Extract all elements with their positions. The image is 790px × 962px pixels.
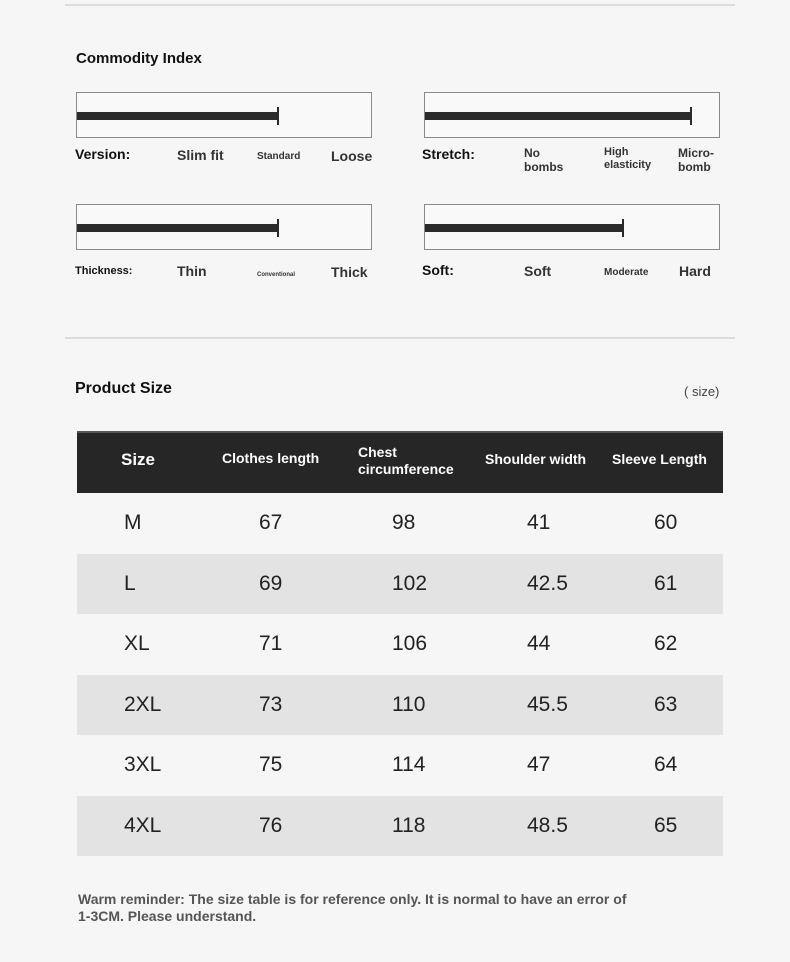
stretch-label: Stretch: bbox=[422, 146, 475, 162]
stretch-option-micro-bomb bbox=[678, 146, 714, 174]
thickness-label: Thickness: bbox=[75, 265, 133, 277]
cell-shoulder-width: 41 bbox=[527, 511, 551, 535]
soft-option-soft: Soft bbox=[524, 263, 552, 279]
header-chest-line1: Chest bbox=[358, 444, 397, 460]
header-shoulder-width: Shoulder width bbox=[485, 451, 587, 467]
cell-clothes-length: 75 bbox=[259, 753, 283, 777]
cell-sleeve-length: 64 bbox=[654, 753, 678, 777]
soft-option-hard: Hard bbox=[679, 263, 711, 279]
thickness-option-thick: Thick bbox=[331, 264, 368, 280]
warm-reminder-line2: 1-3CM. Please understand. bbox=[78, 908, 257, 924]
cell-chest: 118 bbox=[392, 813, 426, 837]
cell-sleeve-length: 63 bbox=[654, 692, 678, 716]
cell-size: XL bbox=[124, 632, 150, 656]
size-table bbox=[77, 431, 723, 856]
cell-shoulder-width: 47 bbox=[527, 753, 551, 777]
cell-clothes-length: 67 bbox=[259, 511, 283, 535]
version-option-standard: Standard bbox=[257, 151, 301, 162]
header-chest-circumference bbox=[358, 444, 454, 478]
header-chest-line2: circumference bbox=[358, 461, 454, 477]
stretch-meter-fill bbox=[425, 112, 691, 120]
header-size: Size bbox=[121, 450, 156, 469]
stretch-meter bbox=[424, 92, 720, 138]
cell-sleeve-length: 60 bbox=[654, 511, 678, 535]
thickness-option-conventional: Conventional bbox=[257, 272, 296, 278]
cell-size: M bbox=[124, 511, 142, 535]
size-unit-label: ( size) bbox=[684, 384, 720, 399]
version-option-slim-fit: Slim fit bbox=[177, 147, 224, 163]
header-clothes-length: Clothes length bbox=[222, 450, 320, 466]
version-option-loose: Loose bbox=[331, 148, 373, 164]
stretch-option-no-bombs-line2: bombs bbox=[524, 160, 564, 174]
soft-label: Soft: bbox=[422, 262, 454, 278]
warm-reminder-line1: Warm reminder: The size table is for reference only. It is normal to have an error of bbox=[78, 891, 627, 907]
cell-sleeve-length: 65 bbox=[654, 813, 678, 837]
stretch-option-no-bombs bbox=[524, 146, 563, 174]
cell-shoulder-width: 42.5 bbox=[527, 571, 568, 595]
stretch-option-micro-bomb-line2: bomb bbox=[678, 160, 711, 174]
cell-chest: 98 bbox=[392, 511, 416, 535]
cell-chest: 114 bbox=[392, 753, 426, 777]
table-row bbox=[77, 554, 723, 615]
cell-clothes-length: 76 bbox=[259, 813, 283, 837]
cell-size: 4XL bbox=[124, 813, 162, 837]
cell-clothes-length: 73 bbox=[259, 692, 283, 716]
stretch-option-micro-bomb-line1: Micro- bbox=[678, 146, 714, 160]
table-row bbox=[77, 796, 723, 857]
table-row bbox=[77, 614, 723, 675]
cell-size: 3XL bbox=[124, 753, 162, 777]
cell-size: L bbox=[124, 571, 136, 595]
version-meter-tick bbox=[277, 107, 279, 125]
cell-clothes-length: 71 bbox=[259, 632, 283, 656]
version-label: Version: bbox=[75, 146, 131, 162]
cell-chest: 110 bbox=[392, 692, 426, 716]
thickness-meter-fill bbox=[77, 224, 278, 232]
commodity-index-title: Commodity Index bbox=[76, 50, 202, 67]
cell-chest: 106 bbox=[392, 632, 428, 656]
soft-meter bbox=[424, 204, 720, 250]
header-sleeve-length: Sleeve Length bbox=[612, 451, 707, 467]
cell-shoulder-width: 44 bbox=[527, 632, 551, 656]
table-row bbox=[77, 735, 723, 796]
soft-meter-tick bbox=[622, 219, 624, 237]
section-divider bbox=[65, 337, 735, 339]
cell-size: 2XL bbox=[124, 692, 162, 716]
top-divider bbox=[65, 4, 735, 6]
version-meter bbox=[76, 92, 372, 138]
cell-sleeve-length: 62 bbox=[654, 632, 678, 656]
cell-clothes-length: 69 bbox=[259, 571, 283, 595]
soft-option-moderate: Moderate bbox=[604, 267, 649, 278]
size-table-header bbox=[77, 431, 723, 493]
version-meter-fill bbox=[77, 112, 278, 120]
stretch-option-no-bombs-line1: No bbox=[524, 146, 540, 160]
soft-meter-fill bbox=[425, 224, 623, 232]
cell-shoulder-width: 45.5 bbox=[527, 692, 568, 716]
stretch-option-high-elasticity bbox=[604, 146, 651, 172]
table-row bbox=[77, 675, 723, 736]
cell-shoulder-width: 48.5 bbox=[527, 813, 568, 837]
table-row bbox=[77, 493, 723, 554]
warm-reminder bbox=[78, 891, 678, 925]
stretch-meter-tick bbox=[690, 107, 692, 125]
cell-sleeve-length: 61 bbox=[654, 571, 678, 595]
stretch-option-high-elasticity-line2: elasticity bbox=[604, 159, 652, 171]
thickness-option-thin: Thin bbox=[177, 263, 207, 279]
thickness-meter bbox=[76, 204, 372, 250]
thickness-meter-tick bbox=[277, 219, 279, 237]
cell-chest: 102 bbox=[392, 571, 428, 595]
product-size-title: Product Size bbox=[75, 380, 172, 397]
stretch-option-high-elasticity-line1: High bbox=[604, 146, 629, 158]
size-table-body bbox=[77, 493, 723, 856]
